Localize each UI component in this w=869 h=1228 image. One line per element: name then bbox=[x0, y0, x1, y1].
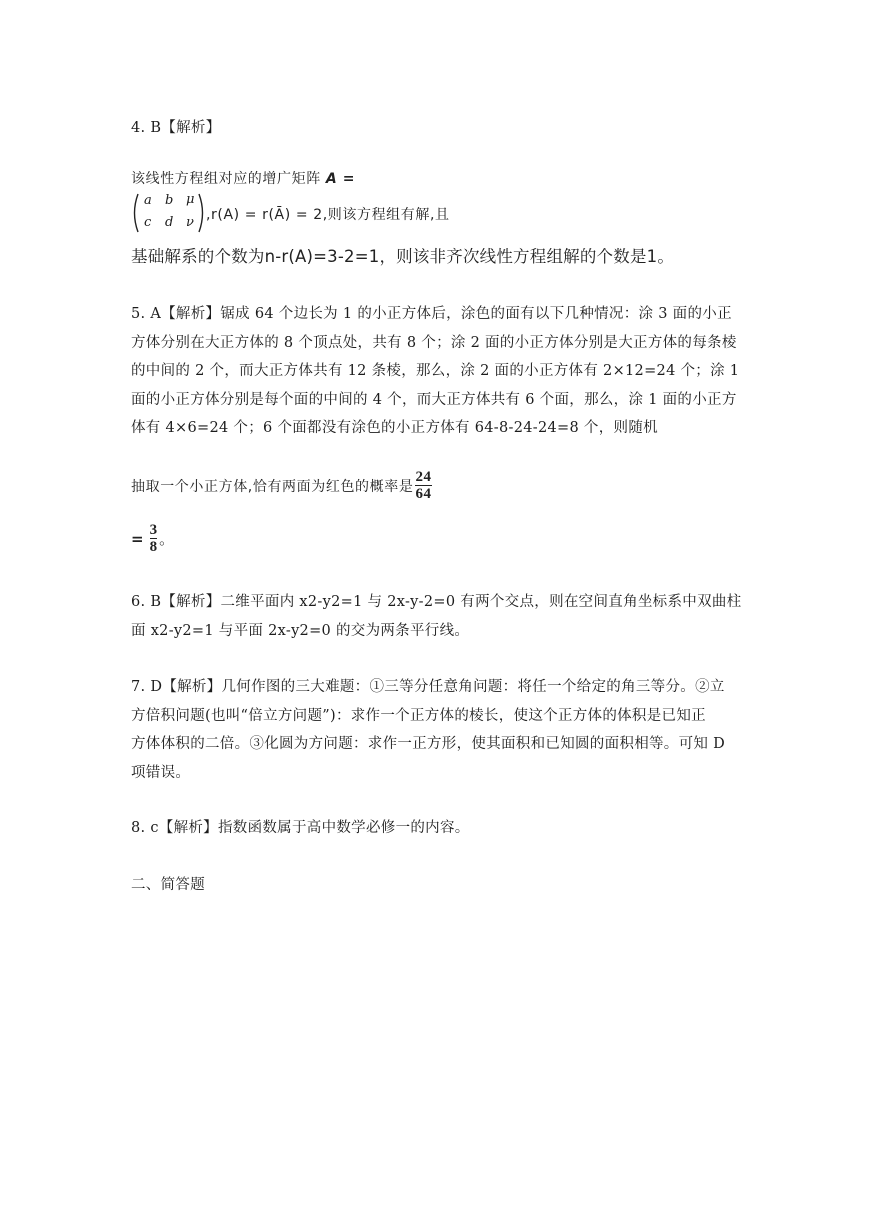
matrix-cell: μ bbox=[186, 192, 195, 207]
augmented-matrix-symbol: A = bbox=[325, 171, 356, 187]
q4-matrix bbox=[131, 192, 207, 234]
q5-line: 5. A【解析】锯成 64 个边长为 1 的小正方体后，涂色的面有以下几种情况：涂 3 面的小正 bbox=[131, 306, 732, 322]
q7-line: 7. D【解析】几何作图的三大难题：①三等分任意角问题：将任一个给定的角三等分。②立 bbox=[131, 679, 725, 695]
q4-image-line1: 该线性方程组对应的增广矩阵 A = bbox=[131, 171, 356, 187]
q6-line: 6. B【解析】二维平面内 x2-y2=1 与 2x-y-2=0 有两个交点，则在空间直角坐标系中双曲柱 bbox=[131, 594, 742, 610]
fraction-24-64: $\frac{24}{64}$ bbox=[415, 469, 432, 502]
matrix-cell: a bbox=[144, 193, 152, 208]
q5-line: 方体分别在大正方体的 8 个顶点处，共有 8 个；涂 2 面的小正方体分别是大正方体的每条棱 bbox=[131, 334, 737, 351]
q7-line: 方倍积问题(也叫“倍立方问题”)：求作一个正方体的棱长，使这个正方体的体积是已知正 bbox=[131, 707, 706, 724]
q5-paragraph bbox=[131, 300, 741, 443]
matrix-cell: d bbox=[165, 215, 174, 230]
q5-image-line2: = $\frac{3}{8}$ 。 bbox=[131, 522, 175, 555]
q8-paragraph: 8. c【解析】指数函数属于高中数学必修一的内容。 bbox=[131, 820, 470, 836]
matrix-cell: b bbox=[165, 193, 174, 208]
q7-paragraph bbox=[131, 673, 741, 787]
q5-line: 的中间的 2 个，而大正方体共有 12 条棱，那么，涂 2 面的小正方体有 2×12=24 个；涂 1 bbox=[131, 363, 740, 379]
matrix-cell: c bbox=[144, 215, 152, 230]
q7-line: 项错误。 bbox=[131, 764, 191, 781]
q5-line: 面的小正方体分别是每个面的中间的 4 个，而大正方体共有 6 个面，那么，涂 1 面的小正方 bbox=[131, 391, 737, 408]
q6-line: 面 x2-y2=1 与平面 2x-y2=0 的交为两条平行线。 bbox=[131, 622, 470, 639]
section-title: 二、简答题 bbox=[131, 877, 205, 893]
q4-line3: 基础解系的个数为n-r(A)=3-2=1，则该非齐次线性方程组解的个数是1。 bbox=[131, 247, 675, 266]
q4-image-line2: ,r(A) = r(Ā) = 2,则该方程组有解,且 bbox=[206, 207, 450, 223]
q7-line: 方体体积的二倍。③化圆为方问题：求作一正方形，使其面积和已知圆的面积相等。可知 D bbox=[131, 736, 726, 752]
matrix-cell: ν bbox=[186, 215, 194, 230]
fraction-3-8: $\frac{3}{8}$ bbox=[149, 522, 158, 555]
q6-paragraph bbox=[131, 588, 741, 645]
q5-line: 体有 4×6=24 个；6 个面都没有涂色的小正方体有 64-8-24-24=8 个，则随机 bbox=[131, 420, 658, 436]
q4-heading: 4. B【解析】 bbox=[131, 120, 221, 136]
q5-image-line1: 抽取一个小正方体,恰有两面为红色的概率是 $\frac{24}{64}$ bbox=[131, 469, 432, 502]
